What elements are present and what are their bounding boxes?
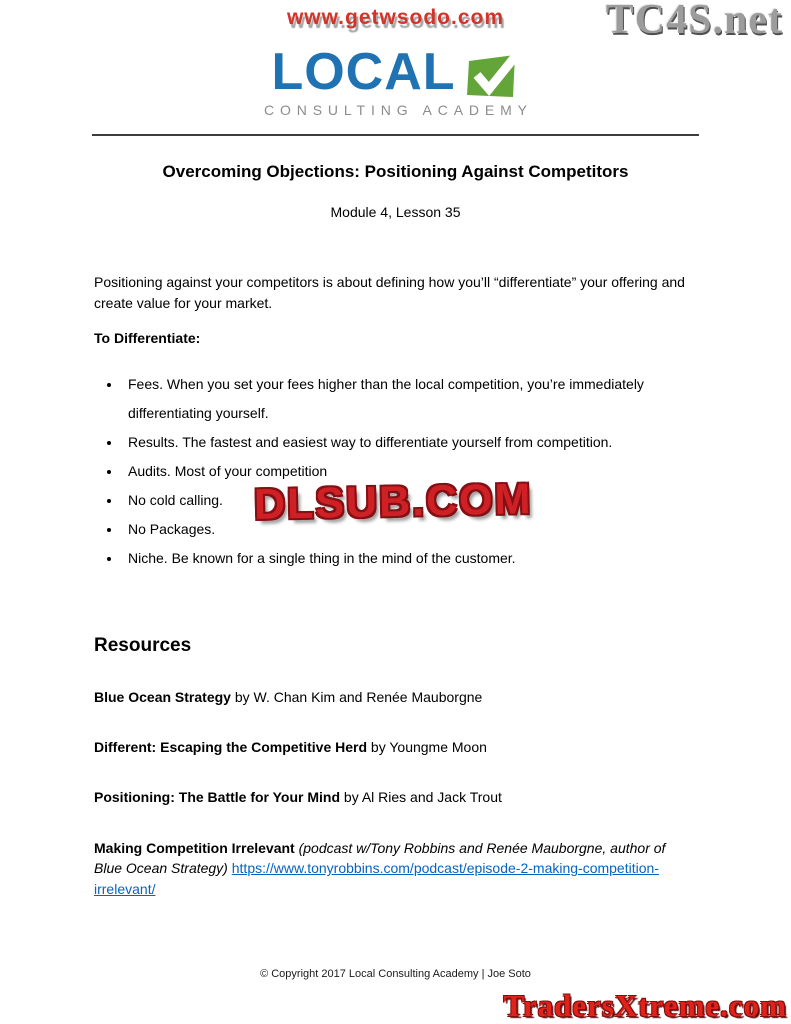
tc4s-watermark: TC4S.net (605, 0, 783, 43)
resource-authors: by Al Ries and Jack Trout (340, 789, 502, 806)
getwsodo-watermark: www.getwsodo.com (286, 6, 505, 29)
tradersxtreme-watermark: TradersXtreme.com (503, 988, 787, 1023)
list-item-audits: • Audits. Most of your competition (122, 457, 697, 486)
differentiate-heading: To Differentiate: (94, 330, 201, 346)
logo-subtitle: CONSULTING ACADEMY (263, 102, 533, 118)
differentiate-list (94, 370, 697, 573)
podcast-resource (94, 838, 697, 900)
resource-item-blue-ocean (94, 687, 697, 707)
logo-row (0, 43, 791, 101)
dlsub-watermark: DLSUB.COM (253, 475, 533, 529)
local-consulting-academy-logo (0, 43, 791, 118)
podcast-title: Making Competition Irrelevant (94, 839, 295, 856)
resource-title: Different: Escaping the Competitive Herd (94, 739, 368, 756)
lesson-subtitle: Module 4, Lesson 35 (330, 204, 461, 220)
resource-title: Positioning: The Battle for Your Mind (94, 789, 341, 806)
podcast-link[interactable]: https://www.tonyrobbins.com/podcast/episode-2-making-competition-irrelevant/ (94, 860, 659, 897)
intro-paragraph: Positioning against your competitors is about defining how you’ll “differentiate” your offering and create value for your market. (94, 274, 685, 311)
resource-authors: by Youngme Moon (367, 739, 487, 756)
list-item-fees: • Fees. When you set your fees higher than the local competition, you’re immediately differentiating yourself. (122, 370, 697, 428)
document-body (0, 272, 791, 899)
list-item-no-cold-calling: • No cold calling. (122, 486, 697, 515)
page-title: Overcoming Objections: Positioning Against Competitors (162, 162, 629, 181)
resource-title: Blue Ocean Strategy (94, 688, 231, 705)
podcast-description: (podcast w/Tony Robbins and Renée Mauborgne, author of Blue Ocean Strategy) (94, 839, 666, 877)
header-divider (92, 134, 699, 136)
resource-item-different (94, 737, 697, 757)
resource-authors: by W. Chan Kim and Renée Mauborgne (230, 688, 483, 705)
list-item-results: • Results. The fastest and easiest way to differentiate yourself from competition. (122, 428, 697, 457)
list-item-niche: • Niche. Be known for a single thing in the mind of the customer. (122, 544, 697, 573)
list-item-no-packages: • No Packages. (122, 515, 697, 544)
copyright-footer: © Copyright 2017 Local Consulting Academy | Joe Soto (260, 968, 531, 980)
checkmark-icon (464, 50, 520, 102)
resources-heading: Resources (94, 634, 192, 656)
resource-item-positioning (94, 787, 697, 807)
logo-wordmark: LOCAL (271, 43, 456, 101)
